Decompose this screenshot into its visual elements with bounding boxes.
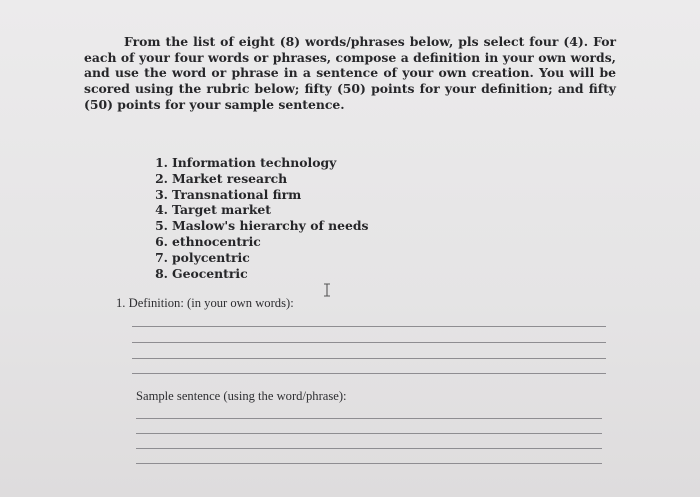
list-item (131, 155, 369, 171)
definition-answer-line[interactable] (132, 326, 606, 327)
list-item (131, 218, 369, 234)
word-list (131, 155, 369, 281)
list-item-number: 4. (155, 202, 168, 218)
list-item-number: 2. (155, 170, 168, 186)
definition-answer-line[interactable] (132, 358, 606, 359)
list-item-number: 3. (155, 186, 168, 202)
list-item-text: Maslow's hierarchy of needs (172, 218, 369, 234)
definition-answer-line[interactable] (132, 342, 606, 343)
instructions-paragraph: From the list of eight (8) words/phrases below, pls select four (4). For each of your four words or phrases, compose a definition in your own words, and use the word or phrase in a sentence of your own creation. You will be scored using the rubric below; fifty (50) points for your definition; and fifty (50) points for your sample sentence. (84, 34, 616, 112)
list-item (131, 250, 369, 266)
list-item (131, 171, 369, 187)
sample-answer-line[interactable] (136, 448, 602, 449)
list-item-text: Information technology (172, 155, 337, 170)
list-item-number: 8. (155, 265, 168, 281)
list-item (131, 234, 369, 250)
list-item-text: Market research (172, 170, 288, 186)
list-item-number: 7. (155, 249, 168, 265)
list-item-number: 6. (155, 233, 168, 249)
list-item-number: 5. (155, 218, 168, 234)
list-item-text: Geocentric (172, 265, 248, 281)
list-item-text: Transnational firm (172, 186, 302, 202)
list-item-text: Target market (172, 202, 272, 218)
list-item (131, 187, 369, 203)
list-item (131, 266, 369, 282)
list-item-number: 1. (155, 155, 168, 170)
list-item-text: polycentric (172, 249, 250, 265)
list-item-text: ethnocentric (172, 233, 261, 249)
sample-sentence-label: Sample sentence (using the word/phrase): (136, 389, 347, 403)
text-cursor-icon (322, 283, 332, 297)
definition-answer-line[interactable] (132, 373, 606, 374)
sample-answer-line[interactable] (136, 418, 602, 419)
sample-answer-line[interactable] (136, 463, 602, 464)
list-item (131, 202, 369, 218)
definition-label: 1. Definition: (in your own words): (116, 296, 294, 310)
sample-answer-line[interactable] (136, 433, 602, 434)
